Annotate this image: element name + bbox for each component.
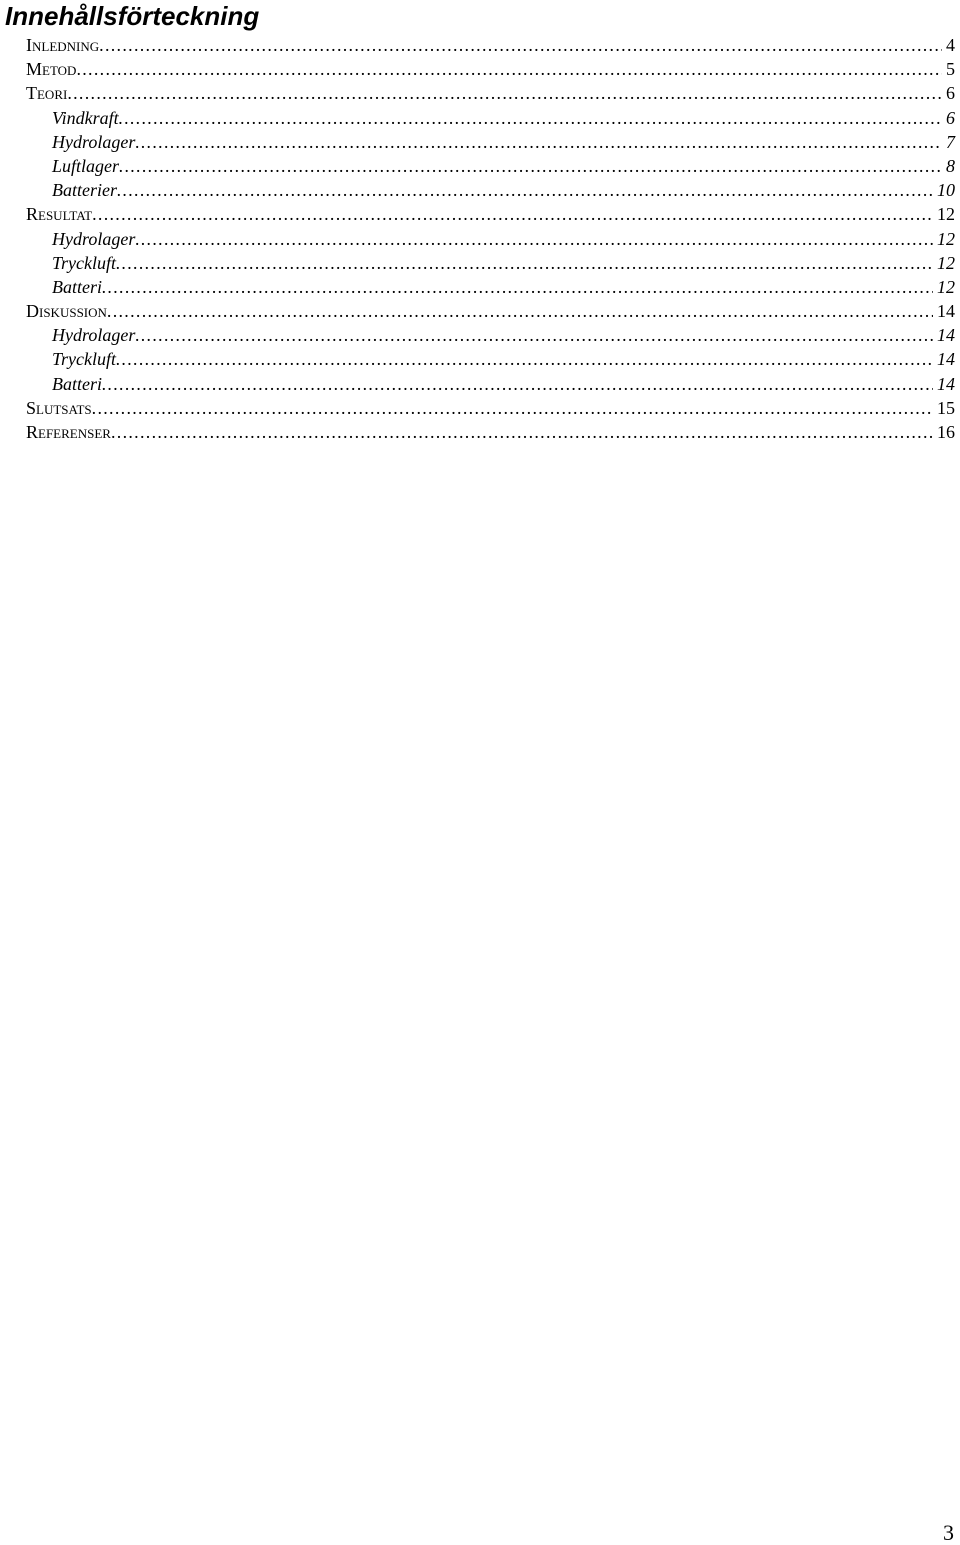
toc-entry-referenser[interactable] [26,420,955,444]
dot-leader [119,106,942,130]
dot-leader [117,178,933,202]
toc-entry-tryckluft[interactable] [26,347,955,371]
toc-entry-hydrolager[interactable] [26,227,955,251]
page-number: 3 [943,1520,954,1545]
toc-entry-page: 12 [937,276,955,297]
toc-entry-label: Batteri [52,276,102,297]
toc-entry-label: Hydrolager [52,325,136,346]
toc-entry-label: Tryckluft [52,349,116,370]
toc-entry-page: 4 [946,35,955,55]
toc-entry-label: Slutsats [26,397,92,418]
toc-entry-resultat[interactable] [26,202,955,226]
dot-leader [135,227,933,251]
toc-entry-luftlager[interactable] [26,154,955,178]
toc-entry-page: 14 [937,373,955,394]
dot-leader [99,33,942,57]
toc-entry-page: 15 [937,397,955,418]
toc-entry-page: 12 [937,204,955,225]
toc-entry-label: Tryckluft [52,252,116,273]
toc-entry-page: 16 [937,422,955,442]
toc-entry-label: Luftlager [52,155,120,176]
toc-entry-diskussion[interactable] [26,299,955,323]
toc-entry-label: Inledning [26,35,100,55]
toc-entry-page: 7 [946,131,955,152]
toc-entry-page: 14 [937,349,955,370]
dot-leader [116,347,933,371]
toc-entry-label: Vindkraft [52,107,119,128]
toc-entry-batteri[interactable] [26,275,955,299]
dot-leader [76,57,942,81]
dot-leader [67,81,942,105]
toc-title: Innehållsförteckning [5,1,260,31]
dot-leader [102,372,933,396]
toc-entry-batterier[interactable] [26,178,955,202]
toc-entry-label: Metod [26,59,77,80]
toc-entry-page: 14 [937,301,955,322]
toc-entry-inledning[interactable] [26,33,955,57]
toc-entry-page: 8 [946,155,955,176]
toc-entry-batteri[interactable] [26,372,955,396]
toc-entry-label: Hydrolager [52,228,136,249]
toc-entry-page: 12 [937,228,955,249]
dot-leader [107,299,933,323]
toc-entry-label: Resultat [26,204,93,225]
toc-entry-label: Batteri [52,373,102,394]
toc-entry-teori[interactable] [26,81,955,105]
table-of-contents [26,33,955,444]
toc-entry-label: Batterier [52,180,117,201]
toc-entry-page: 5 [946,59,955,80]
toc-entry-page: 10 [937,180,955,201]
dot-leader [135,130,942,154]
dot-leader [92,396,933,420]
dot-leader [119,154,942,178]
toc-entry-page: 6 [946,83,955,104]
toc-entry-page: 12 [937,252,955,273]
toc-entry-slutsats[interactable] [26,396,955,420]
toc-entry-hydrolager[interactable] [26,130,955,154]
toc-entry-hydrolager[interactable] [26,323,955,347]
dot-leader [116,251,933,275]
toc-entry-vindkraft[interactable] [26,106,955,130]
toc-entry-label: Referenser [26,422,111,442]
toc-entry-page: 6 [946,107,955,128]
toc-entry-metod[interactable] [26,57,955,81]
dot-leader [92,202,933,226]
toc-entry-tryckluft[interactable] [26,251,955,275]
toc-entry-label: Teori [26,83,68,104]
toc-entry-page: 14 [937,325,955,346]
dot-leader [111,420,933,444]
toc-entry-label: Hydrolager [52,131,136,152]
toc-entry-label: Diskussion [26,301,107,322]
dot-leader [135,323,933,347]
dot-leader [102,275,933,299]
